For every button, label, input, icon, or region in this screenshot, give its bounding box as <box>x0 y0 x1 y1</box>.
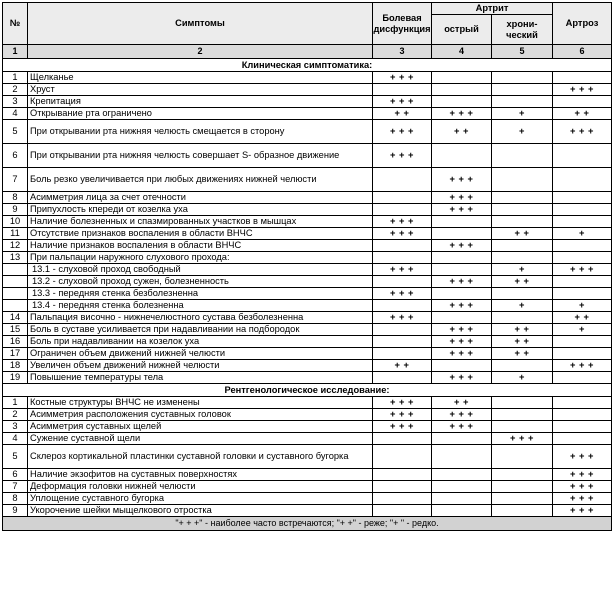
table-row <box>3 288 612 300</box>
row-number: 5 <box>3 120 28 144</box>
chronic-arthritis-mark <box>492 397 553 409</box>
arthrosis-mark <box>553 433 612 445</box>
table-row <box>3 168 612 192</box>
table-row <box>3 276 612 288</box>
acute-arthritis-mark <box>432 252 492 264</box>
table-row <box>3 144 612 168</box>
table-row <box>3 409 612 421</box>
table-row <box>3 481 612 493</box>
symptom-text: 13.4 - передняя стенка болезненна <box>28 300 373 312</box>
table-row <box>3 72 612 84</box>
row-number: 5 <box>3 445 28 469</box>
symptom-text: 13.1 - слуховой проход свободный <box>28 264 373 276</box>
arthrosis-mark: + + <box>553 108 612 120</box>
symptom-text: Открывание рта ограничено <box>28 108 373 120</box>
row-number: 2 <box>3 84 28 96</box>
acute-arthritis-mark: + + + <box>432 372 492 384</box>
chronic-arthritis-mark <box>492 96 553 108</box>
table-row <box>3 300 612 312</box>
row-number: 4 <box>3 108 28 120</box>
arthrosis-mark <box>553 144 612 168</box>
acute-arthritis-mark <box>432 228 492 240</box>
acute-arthritis-mark: + + + <box>432 421 492 433</box>
chronic-arthritis-mark: + + <box>492 324 553 336</box>
dysfunction-mark <box>373 84 432 96</box>
dysfunction-mark <box>373 481 432 493</box>
chronic-arthritis-mark <box>492 469 553 481</box>
arthrosis-mark: + <box>553 324 612 336</box>
dysfunction-mark: + + + <box>373 409 432 421</box>
acute-arthritis-mark: + + + <box>432 204 492 216</box>
symptom-text: Асимметрия суставных щелей <box>28 421 373 433</box>
symptom-text: Укорочение шейки мыщелкового отростка <box>28 505 373 517</box>
chronic-arthritis-mark <box>492 360 553 372</box>
row-number: 8 <box>3 192 28 204</box>
acute-arthritis-mark <box>432 493 492 505</box>
col-number: 6 <box>553 45 612 59</box>
chronic-arthritis-mark <box>492 84 553 96</box>
table-row <box>3 421 612 433</box>
acute-arthritis-mark <box>432 312 492 324</box>
arthrosis-mark <box>553 397 612 409</box>
arthrosis-mark <box>553 252 612 264</box>
dysfunction-mark: + + + <box>373 96 432 108</box>
arthrosis-mark <box>553 348 612 360</box>
dysfunction-mark: + + + <box>373 72 432 84</box>
arthrosis-mark <box>553 288 612 300</box>
dysfunction-mark <box>373 192 432 204</box>
col-number: 3 <box>373 45 432 59</box>
acute-arthritis-mark: + + + <box>432 300 492 312</box>
symptom-text: Повышение температуры тела <box>28 372 373 384</box>
row-number: 19 <box>3 372 28 384</box>
col-number: 4 <box>432 45 492 59</box>
arthrosis-mark: + <box>553 300 612 312</box>
dysfunction-mark: + + + <box>373 216 432 228</box>
row-number: 14 <box>3 312 28 324</box>
acute-arthritis-mark: + + + <box>432 108 492 120</box>
symptom-table-container <box>2 2 612 531</box>
symptom-text: 13.3 - передняя стенка безболезненна <box>28 288 373 300</box>
acute-arthritis-mark: + + <box>432 120 492 144</box>
dysfunction-mark <box>373 372 432 384</box>
symptom-text: Асимметрия лица за счет отечности <box>28 192 373 204</box>
table-row <box>3 336 612 348</box>
acute-arthritis-mark: + + + <box>432 336 492 348</box>
arthrosis-mark <box>553 421 612 433</box>
arthrosis-mark: + <box>553 228 612 240</box>
row-number <box>3 276 28 288</box>
acute-arthritis-mark <box>432 216 492 228</box>
dysfunction-mark <box>373 300 432 312</box>
header-dysfunction: Болевая дисфункция <box>373 3 432 45</box>
dysfunction-mark: + + + <box>373 228 432 240</box>
row-number <box>3 288 28 300</box>
arthrosis-mark <box>553 72 612 84</box>
row-number: 13 <box>3 252 28 264</box>
table-row <box>3 228 612 240</box>
legend-footnote: "+ + +" - наиболее часто встречаются; "+ +" - реже; "+ " - редко. <box>3 517 612 531</box>
chronic-arthritis-mark <box>492 192 553 204</box>
symptom-text: Костные структуры ВНЧС не изменены <box>28 397 373 409</box>
dysfunction-mark <box>373 204 432 216</box>
arthrosis-mark: + + + <box>553 481 612 493</box>
row-number: 1 <box>3 397 28 409</box>
symptom-text: Сужение суставной щели <box>28 433 373 445</box>
chronic-arthritis-mark: + + + <box>492 433 553 445</box>
acute-arthritis-mark <box>432 505 492 517</box>
chronic-arthritis-mark <box>492 168 553 192</box>
table-row <box>3 493 612 505</box>
arthrosis-mark <box>553 336 612 348</box>
symptom-text: Боль при надавливании на козелок уха <box>28 336 373 348</box>
arthrosis-mark: + + <box>553 312 612 324</box>
symptom-text: 13.2 - слуховой проход сужен, болезненность <box>28 276 373 288</box>
row-number <box>3 300 28 312</box>
row-number: 2 <box>3 409 28 421</box>
chronic-arthritis-mark: + + <box>492 336 553 348</box>
chronic-arthritis-mark <box>492 505 553 517</box>
chronic-arthritis-mark: + <box>492 120 553 144</box>
arthrosis-mark: + + + <box>553 445 612 469</box>
row-number: 4 <box>3 433 28 445</box>
dysfunction-mark <box>373 168 432 192</box>
table-row <box>3 108 612 120</box>
chronic-arthritis-mark: + <box>492 372 553 384</box>
row-number: 9 <box>3 505 28 517</box>
dysfunction-mark <box>373 252 432 264</box>
acute-arthritis-mark <box>432 469 492 481</box>
acute-arthritis-mark: + + + <box>432 276 492 288</box>
acute-arthritis-mark <box>432 72 492 84</box>
chronic-arthritis-mark: + + <box>492 228 553 240</box>
dysfunction-mark: + + + <box>373 288 432 300</box>
arthrosis-mark <box>553 204 612 216</box>
row-number: 1 <box>3 72 28 84</box>
arthrosis-mark <box>553 276 612 288</box>
dysfunction-mark: + + + <box>373 144 432 168</box>
arthrosis-mark: + + + <box>553 469 612 481</box>
symptom-text: Уплощение суставного бугорка <box>28 493 373 505</box>
symptom-text: Щелканье <box>28 72 373 84</box>
table-row <box>3 505 612 517</box>
arthrosis-mark <box>553 96 612 108</box>
symptom-text: Боль резко увеличивается при любых движениях нижней челюсти <box>28 168 373 192</box>
acute-arthritis-mark <box>432 433 492 445</box>
chronic-arthritis-mark: + <box>492 108 553 120</box>
symptom-text: Хруст <box>28 84 373 96</box>
acute-arthritis-mark <box>432 445 492 469</box>
acute-arthritis-mark: + + + <box>432 168 492 192</box>
table-row <box>3 204 612 216</box>
row-number: 3 <box>3 96 28 108</box>
dysfunction-mark <box>373 240 432 252</box>
table-row <box>3 312 612 324</box>
arthrosis-mark: + + + <box>553 505 612 517</box>
table-row <box>3 120 612 144</box>
dysfunction-mark: + + + <box>373 421 432 433</box>
row-number: 15 <box>3 324 28 336</box>
chronic-arthritis-mark <box>492 240 553 252</box>
acute-arthritis-mark <box>432 481 492 493</box>
dysfunction-mark <box>373 493 432 505</box>
row-number: 6 <box>3 469 28 481</box>
chronic-arthritis-mark <box>492 445 553 469</box>
dysfunction-mark: + + + <box>373 397 432 409</box>
table-row <box>3 252 612 264</box>
table-row <box>3 445 612 469</box>
arthrosis-mark <box>553 372 612 384</box>
symptom-text: Отсутствие признаков воспаления в области ВНЧС <box>28 228 373 240</box>
row-number: 10 <box>3 216 28 228</box>
col-number: 2 <box>28 45 373 59</box>
chronic-arthritis-mark <box>492 312 553 324</box>
chronic-arthritis-mark <box>492 216 553 228</box>
table-row <box>3 433 612 445</box>
row-number: 8 <box>3 493 28 505</box>
chronic-arthritis-mark <box>492 252 553 264</box>
arthrosis-mark <box>553 409 612 421</box>
row-number: 7 <box>3 481 28 493</box>
table-row <box>3 84 612 96</box>
symptom-text: При открывании рта нижняя челюсть совершает S- образное движение <box>28 144 373 168</box>
symptom-text: Пальпация височно - нижнечелюстного сустава безболезненна <box>28 312 373 324</box>
acute-arthritis-mark <box>432 288 492 300</box>
acute-arthritis-mark: + + + <box>432 240 492 252</box>
symptom-text: Асимметрия расположения суставных головок <box>28 409 373 421</box>
chronic-arthritis-mark <box>492 421 553 433</box>
dysfunction-mark <box>373 276 432 288</box>
arthrosis-mark <box>553 240 612 252</box>
chronic-arthritis-mark <box>492 288 553 300</box>
dysfunction-mark: + + <box>373 360 432 372</box>
symptom-text: Крепитация <box>28 96 373 108</box>
dysfunction-mark <box>373 336 432 348</box>
table-row <box>3 348 612 360</box>
acute-arthritis-mark: + + + <box>432 348 492 360</box>
chronic-arthritis-mark: + <box>492 300 553 312</box>
table-row <box>3 96 612 108</box>
arthrosis-mark: + + + <box>553 84 612 96</box>
symptom-text: Припухлость кпереди от козелка уха <box>28 204 373 216</box>
header-acute: острый <box>432 15 492 45</box>
table-row <box>3 360 612 372</box>
dysfunction-mark: + + + <box>373 312 432 324</box>
row-number: 11 <box>3 228 28 240</box>
table-row <box>3 264 612 276</box>
chronic-arthritis-mark <box>492 493 553 505</box>
symptom-text: При пальпации наружного слухового прохода: <box>28 252 373 264</box>
chronic-arthritis-mark: + <box>492 264 553 276</box>
dysfunction-mark <box>373 324 432 336</box>
dysfunction-mark <box>373 348 432 360</box>
dysfunction-mark <box>373 433 432 445</box>
row-number: 16 <box>3 336 28 348</box>
acute-arthritis-mark <box>432 264 492 276</box>
row-number: 6 <box>3 144 28 168</box>
chronic-arthritis-mark: + + <box>492 276 553 288</box>
arthrosis-mark <box>553 168 612 192</box>
arthrosis-mark: + + + <box>553 264 612 276</box>
chronic-arthritis-mark <box>492 72 553 84</box>
acute-arthritis-mark: + + + <box>432 324 492 336</box>
header-chronic: хрони-ческий <box>492 15 553 45</box>
arthrosis-mark: + + + <box>553 360 612 372</box>
symptom-text: При открывании рта нижняя челюсть смещается в сторону <box>28 120 373 144</box>
dysfunction-mark <box>373 505 432 517</box>
arthrosis-mark <box>553 216 612 228</box>
header-num: № <box>3 3 28 45</box>
acute-arthritis-mark <box>432 84 492 96</box>
symptom-text: Наличие признаков воспаления в области ВНЧС <box>28 240 373 252</box>
acute-arthritis-mark: + + <box>432 397 492 409</box>
acute-arthritis-mark: + + + <box>432 409 492 421</box>
row-number: 9 <box>3 204 28 216</box>
col-number: 5 <box>492 45 553 59</box>
dysfunction-mark: + + + <box>373 120 432 144</box>
col-number: 1 <box>3 45 28 59</box>
symptom-text: Ограничен объем движений нижней челюсти <box>28 348 373 360</box>
dysfunction-mark <box>373 445 432 469</box>
symptom-table <box>2 2 612 531</box>
table-row <box>3 397 612 409</box>
row-number: 17 <box>3 348 28 360</box>
acute-arthritis-mark: + + + <box>432 192 492 204</box>
symptom-text: Склероз кортикальной пластинки суставной головки и суставного бугорка <box>28 445 373 469</box>
table-row <box>3 192 612 204</box>
table-row <box>3 324 612 336</box>
table-body <box>3 59 612 517</box>
chronic-arthritis-mark: + + <box>492 348 553 360</box>
chronic-arthritis-mark <box>492 481 553 493</box>
arthrosis-mark: + + + <box>553 493 612 505</box>
row-number: 3 <box>3 421 28 433</box>
chronic-arthritis-mark <box>492 144 553 168</box>
dysfunction-mark: + + + <box>373 264 432 276</box>
table-row <box>3 240 612 252</box>
dysfunction-mark <box>373 469 432 481</box>
table-row <box>3 469 612 481</box>
section-title: Рентгенологическое исследование: <box>3 384 612 397</box>
symptom-text: Увеличен объем движений нижней челюсти <box>28 360 373 372</box>
acute-arthritis-mark <box>432 360 492 372</box>
symptom-text: Деформация головки нижней челюсти <box>28 481 373 493</box>
dysfunction-mark: + + <box>373 108 432 120</box>
row-number: 7 <box>3 168 28 192</box>
section-title: Клиническая симптоматика: <box>3 59 612 72</box>
acute-arthritis-mark <box>432 96 492 108</box>
symptom-text: Боль в суставе усиливается при надавливании на подбородок <box>28 324 373 336</box>
header-arthrosis: Артроз <box>553 3 612 45</box>
table-row <box>3 216 612 228</box>
arthrosis-mark: + + + <box>553 120 612 144</box>
table-header <box>3 3 612 59</box>
row-number <box>3 264 28 276</box>
chronic-arthritis-mark <box>492 409 553 421</box>
chronic-arthritis-mark <box>492 204 553 216</box>
symptom-text: Наличие экзофитов на суставных поверхностях <box>28 469 373 481</box>
arthrosis-mark <box>553 192 612 204</box>
header-arthritis: Артрит <box>432 3 553 15</box>
row-number: 18 <box>3 360 28 372</box>
header-symptoms: Симптомы <box>28 3 373 45</box>
acute-arthritis-mark <box>432 144 492 168</box>
table-row <box>3 372 612 384</box>
symptom-text: Наличие болезненных и спазмированных участков в мышцах <box>28 216 373 228</box>
row-number: 12 <box>3 240 28 252</box>
